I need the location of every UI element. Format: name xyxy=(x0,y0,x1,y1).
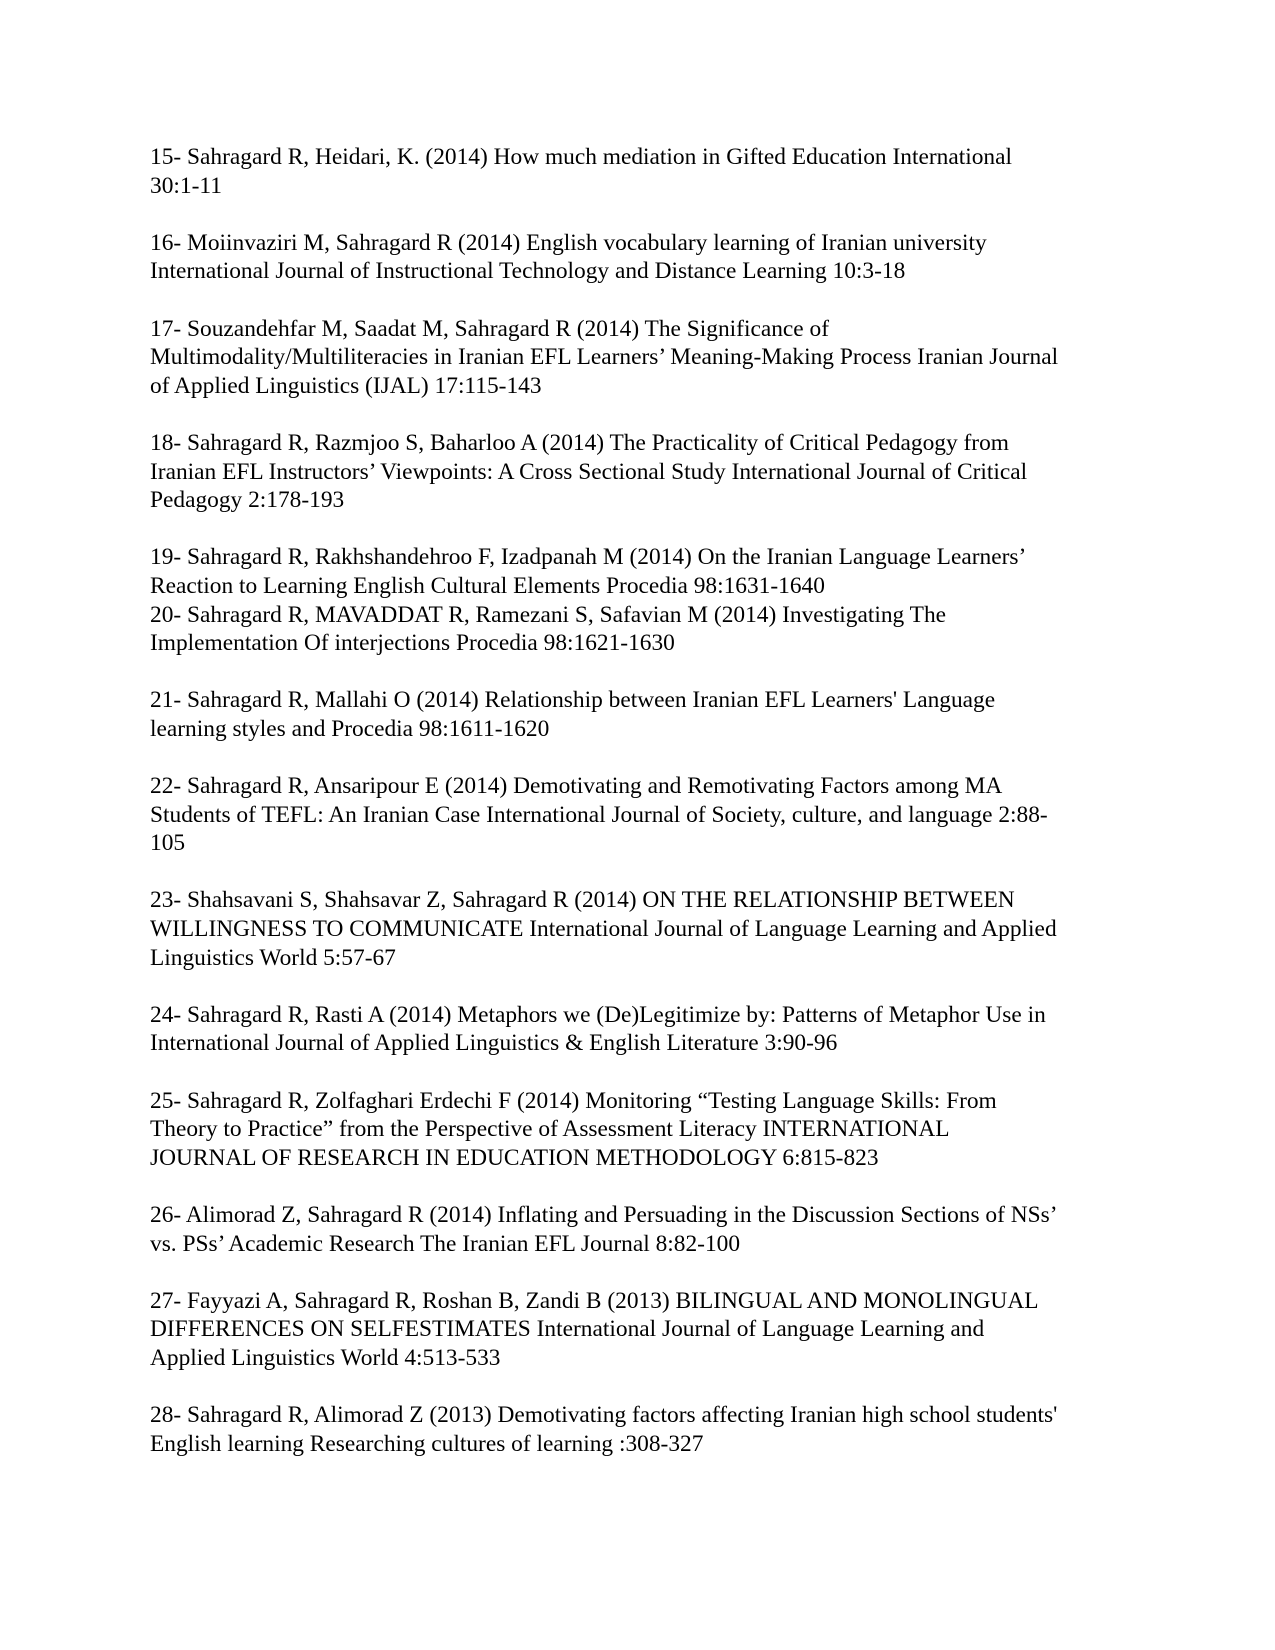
reference-line: 16- Moiinvaziri M, Sahragard R (2014) English vocabulary learning of Iranian university xyxy=(150,229,987,256)
reference-line: WILLINGNESS TO COMMUNICATE International Journal of Language Learning and Applied xyxy=(150,916,1057,943)
reference-line: 22- Sahragard R, Ansaripour E (2014) Demotivating and Remotivating Factors among MA xyxy=(150,773,1003,800)
reference-line: 19- Sahragard R, Rakhshandehroo F, Izadpanah M (2014) On the Iranian Language Learners’ xyxy=(150,544,1027,571)
reference-line: of Applied Linguistics (IJAL) 17:115-143 xyxy=(150,372,542,399)
reference-item-18 xyxy=(150,429,1150,515)
reference-item-21 xyxy=(150,686,1150,743)
reference-line: 24- Sahragard R, Rasti A (2014) Metaphors we (De)Legitimize by: Patterns of Metaphor Use in xyxy=(150,1001,1046,1028)
reference-line: 18- Sahragard R, Razmjoo S, Baharloo A (2014) The Practicality of Critical Pedagogy from xyxy=(150,429,1009,456)
reference-item-22 xyxy=(150,772,1150,858)
reference-line: JOURNAL OF RESEARCH IN EDUCATION METHODOLOGY 6:815-823 xyxy=(150,1144,879,1171)
reference-line: Students of TEFL: An Iranian Case International Journal of Society, culture, and language 2:88- xyxy=(150,801,1048,828)
reference-line: 15- Sahragard R, Heidari, K. (2014) How much mediation in Gifted Education International xyxy=(150,144,1012,170)
reference-line: Reaction to Learning English Cultural Elements Procedia 98:1631-1640 xyxy=(150,572,825,599)
reference-line: Linguistics World 5:57-67 xyxy=(150,944,396,971)
reference-item-17 xyxy=(150,315,1150,401)
reference-item-24 xyxy=(150,1001,1150,1058)
reference-line: Theory to Practice” from the Perspective of Assessment Literacy INTERNATIONAL xyxy=(150,1116,950,1143)
reference-line: Applied Linguistics World 4:513-533 xyxy=(150,1344,501,1371)
reference-line: 17- Souzandehfar M, Saadat M, Sahragard R (2014) The Significance of xyxy=(150,315,830,342)
reference-line: 23- Shahsavani S, Shahsavar Z, Sahragard R (2014) ON THE RELATIONSHIP BETWEEN xyxy=(150,887,1015,914)
reference-line: 30:1-11 xyxy=(150,172,222,199)
reference-line: 28- Sahragard R, Alimorad Z (2013) Demotivating factors affecting Iranian high school students' xyxy=(150,1402,1058,1429)
reference-line: International Journal of Instructional Technology and Distance Learning 10:3-18 xyxy=(150,258,906,285)
reference-list xyxy=(150,143,1150,1487)
reference-line: 21- Sahragard R, Mallahi O (2014) Relationship between Iranian EFL Learners' Language xyxy=(150,687,996,714)
reference-item-27 xyxy=(150,1287,1150,1373)
reference-line: 25- Sahragard R, Zolfaghari Erdechi F (2014) Monitoring “Testing Language Skills: From xyxy=(150,1087,997,1114)
reference-line: Implementation Of interjections Procedia 98:1621-1630 xyxy=(150,630,675,657)
reference-item-19 xyxy=(150,543,1150,600)
reference-line: English learning Researching cultures of learning :308-327 xyxy=(150,1430,704,1457)
reference-line: 20- Sahragard R, MAVADDAT R, Ramezani S, Safavian M (2014) Investigating The xyxy=(150,601,947,628)
reference-item-25 xyxy=(150,1087,1150,1173)
reference-line: 26- Alimorad Z, Sahragard R (2014) Inflating and Persuading in the Discussion Sections of NSs’ xyxy=(150,1201,1058,1228)
reference-item-23 xyxy=(150,886,1150,972)
reference-line: Iranian EFL Instructors’ Viewpoints: A Cross Sectional Study International Journal of Critical xyxy=(150,458,1028,485)
reference-line: 105 xyxy=(150,830,186,857)
reference-line: 27- Fayyazi A, Sahragard R, Roshan B, Zandi B (2013) BILINGUAL AND MONOLINGUAL xyxy=(150,1287,1039,1314)
reference-item-26 xyxy=(150,1201,1150,1258)
reference-item-20 xyxy=(150,601,1150,658)
reference-item-28 xyxy=(150,1401,1150,1458)
reference-line: Pedagogy 2:178-193 xyxy=(150,487,345,514)
reference-item-15 xyxy=(150,143,1150,200)
reference-line: learning styles and Procedia 98:1611-1620 xyxy=(150,715,550,742)
reference-line: DIFFERENCES ON SELFESTIMATES International Journal of Language Learning and xyxy=(150,1316,985,1343)
reference-line: vs. PSs’ Academic Research The Iranian EFL Journal 8:82-100 xyxy=(150,1230,741,1257)
reference-line: International Journal of Applied Linguistics & English Literature 3:90-96 xyxy=(150,1030,838,1057)
reference-item-16 xyxy=(150,229,1150,286)
reference-line: Multimodality/Multiliteracies in Iranian EFL Learners’ Meaning-Making Process Iranian Journal xyxy=(150,344,1059,371)
